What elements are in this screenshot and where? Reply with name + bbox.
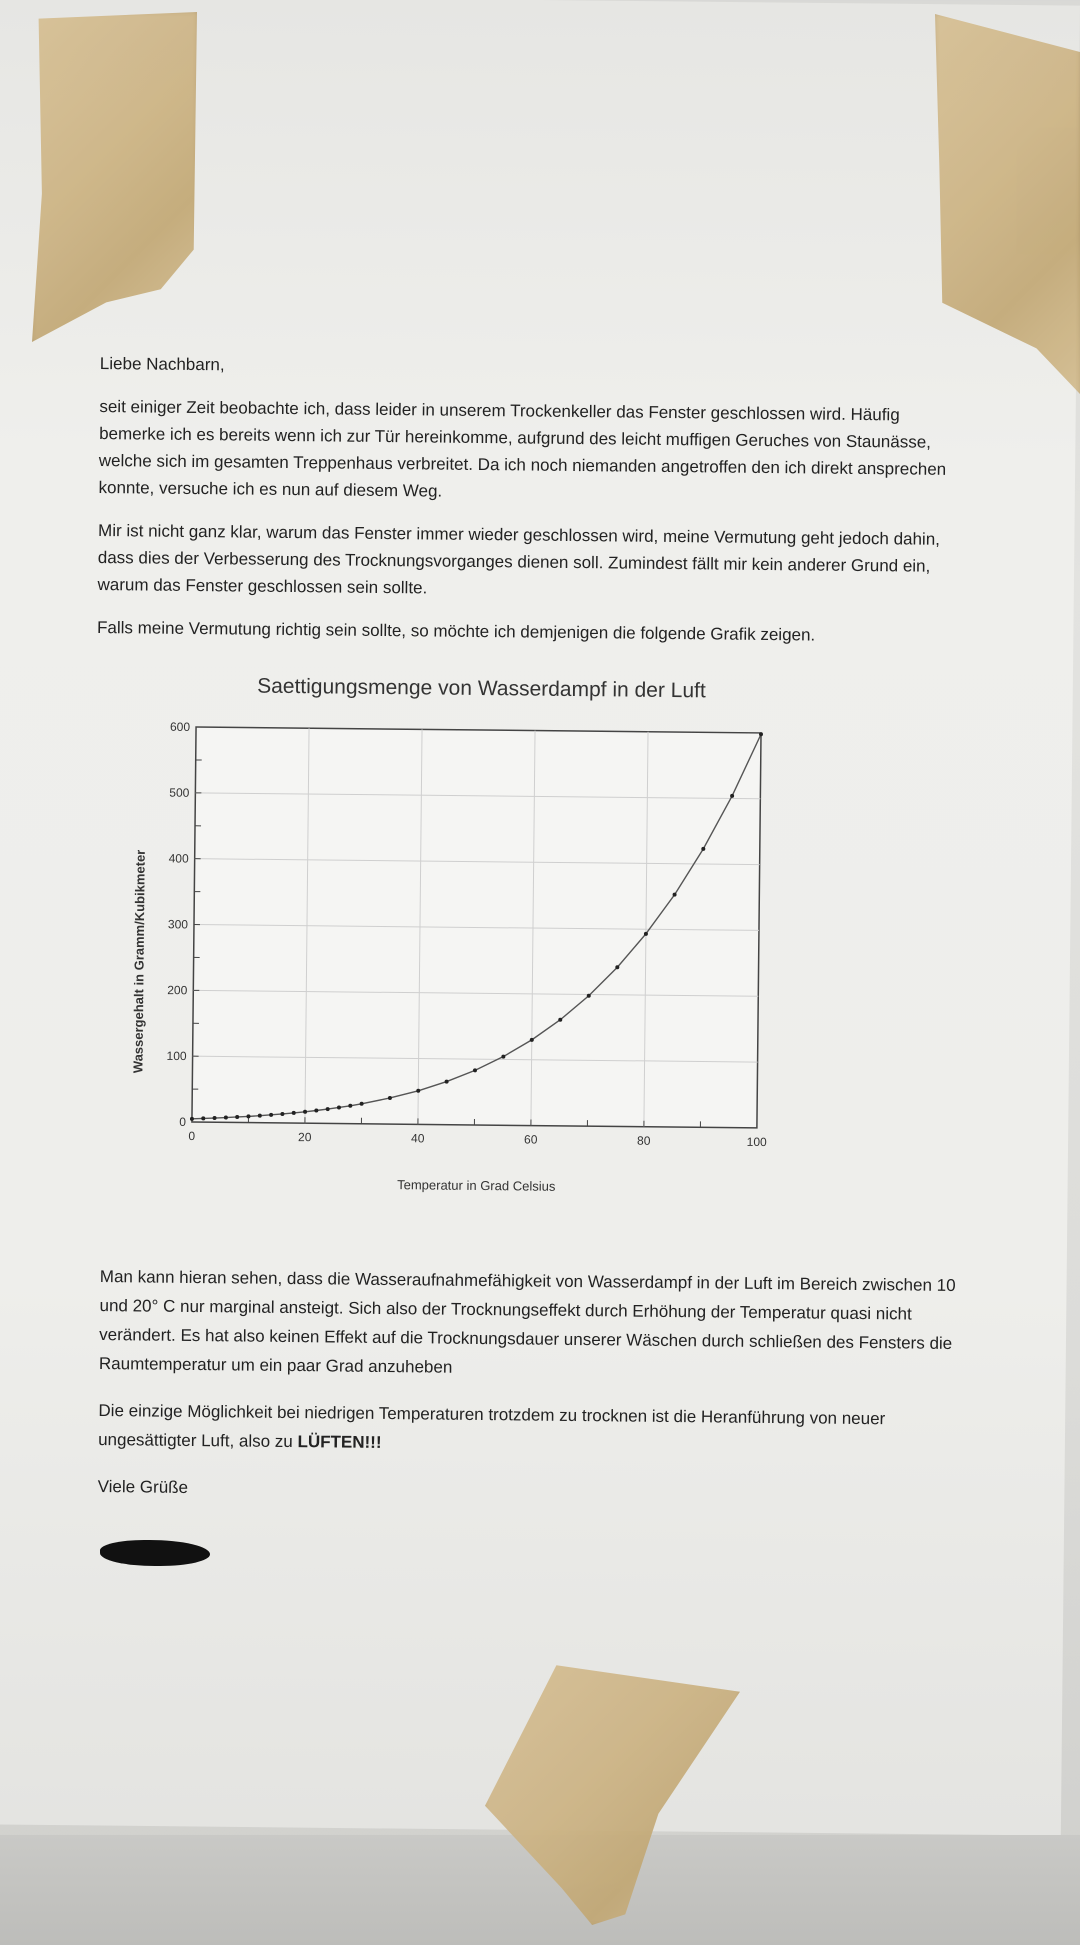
redacted-signature [100, 1540, 210, 1566]
paragraph-5-text: Die einzige Möglichkeit bei niedrigen Temperaturen trotzdem zu trocknen ist die Heranführung von neuer ungesättigter Luft, also zu [98, 1401, 885, 1451]
paragraph-2: Mir ist nicht ganz klar, warum das Fenster immer wieder geschlossen wird, meine Vermutung geht jedoch dahin, dass dies der Verbesserung des Trocknungsvorganges dienen soll. Zumindest fällt mir kein anderer Grund ein, warum das Fenster geschlossen sein sollte. [97, 517, 958, 607]
paragraph-1: seit einiger Zeit beobachte ich, dass leider in unserem Trockenkeller das Fenster geschlossen wird. Häufig bemerke ich es bereits wenn ich zur Tür hereinkomme, aufgrund des leicht muffigen Geruches von Staunässe, welche sich im gesamten Treppenhaus verbreitet. Da ich noch niemanden angetroffen den ich direkt ansprechen konnte, versuche ich es nun auf diesem Weg. [98, 393, 959, 510]
paragraph-3: Falls meine Vermutung richtig sein sollte, so möchte ich demjenigen die folgende Grafik zeigen. [97, 614, 957, 650]
paragraph-4: Man kann hieran sehen, dass die Wasseraufnahmefähigkeit von Wasserdampf in der Luft im Bereich zwischen 10 und 20° C nur marginal ansteigt. Sich also der Trocknungseffekt durch Erhöhung der Temperatur quasi nicht verändert. Es hat also keinen Effekt auf die Trocknungsdauer unserer Wäschen durch schließen des Fensters die Raumtemperatur um ein paar Grad anzuheben [99, 1262, 960, 1387]
saturation-chart [91, 661, 957, 1210]
y-tick-label: 600 [170, 720, 190, 734]
letter-body [91, 350, 960, 1230]
x-tick-label: 20 [298, 1130, 312, 1144]
y-tick-label: 400 [169, 851, 189, 865]
y-tick-label: 100 [167, 1049, 187, 1063]
y-tick-label: 300 [168, 917, 188, 931]
y-tick-label: 200 [167, 983, 187, 997]
x-tick-label: 60 [524, 1132, 538, 1146]
x-tick-label: 40 [411, 1131, 425, 1145]
paragraph-5 [98, 1396, 959, 1463]
x-tick-label: 80 [637, 1134, 651, 1148]
chart-container [91, 661, 957, 1230]
paragraph-5-emphasis: LÜFTEN!!! [297, 1432, 381, 1452]
x-tick-label: 0 [188, 1129, 195, 1143]
x-tick-label: 100 [747, 1135, 767, 1149]
greeting: Liebe Nachbarn, [100, 350, 960, 386]
y-axis-label: Wassergehalt in Gramm/Kubikmeter [130, 850, 147, 1074]
letter-conclusion [97, 1262, 960, 1528]
closing: Viele Grüße [97, 1472, 957, 1510]
y-tick-label: 500 [169, 786, 189, 800]
y-tick-label: 0 [179, 1115, 186, 1129]
chart-title: Saettigungsmenge von Wasserdampf in der Luft [257, 675, 706, 703]
x-axis-label: Temperatur in Grad Celsius [397, 1177, 556, 1194]
